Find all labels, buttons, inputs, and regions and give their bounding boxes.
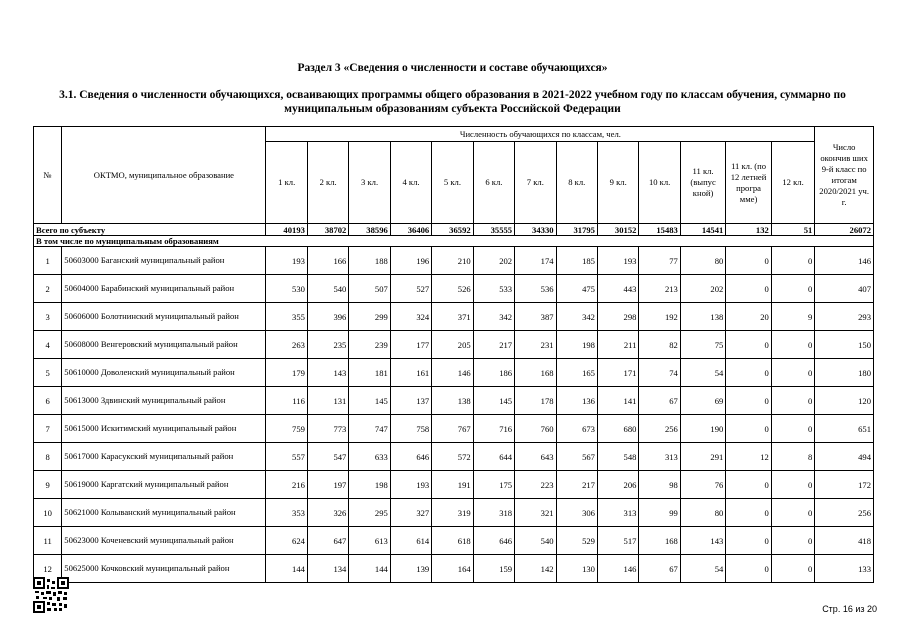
cell-value: 651 xyxy=(815,415,874,443)
class-header: 7 кл. xyxy=(515,142,556,224)
cell-value: 9 xyxy=(771,303,815,331)
total-value: 35555 xyxy=(473,224,514,236)
cell-value: 321 xyxy=(515,499,556,527)
cell-value: 767 xyxy=(432,415,473,443)
table-row xyxy=(34,527,874,555)
cell-value: 202 xyxy=(473,247,514,275)
cell-value: 355 xyxy=(266,303,307,331)
cell-value: 716 xyxy=(473,415,514,443)
table-row xyxy=(34,247,874,275)
cell-value: 644 xyxy=(473,443,514,471)
cell-value: 181 xyxy=(349,359,390,387)
cell-value: 633 xyxy=(349,443,390,471)
total-row xyxy=(34,224,874,236)
cell-value: 540 xyxy=(515,527,556,555)
table-row xyxy=(34,387,874,415)
cell-value: 613 xyxy=(349,527,390,555)
total-value: 14541 xyxy=(680,224,725,236)
municipality-name: 50613000 Здвинский муниципальный район xyxy=(62,387,266,415)
cell-value: 178 xyxy=(515,387,556,415)
cell-value: 0 xyxy=(771,555,815,583)
cell-value: 0 xyxy=(726,527,771,555)
cell-value: 624 xyxy=(266,527,307,555)
cell-value: 211 xyxy=(597,331,638,359)
cell-value: 530 xyxy=(266,275,307,303)
cell-value: 76 xyxy=(680,471,725,499)
cell-value: 0 xyxy=(726,387,771,415)
cell-value: 145 xyxy=(349,387,390,415)
cell-value: 134 xyxy=(307,555,348,583)
section-title: Раздел 3 «Сведения о численности и составе обучающихся» xyxy=(297,62,608,74)
cell-value: 80 xyxy=(680,499,725,527)
cell-value: 0 xyxy=(771,415,815,443)
cell-value: 548 xyxy=(597,443,638,471)
cell-value: 673 xyxy=(556,415,597,443)
cell-value: 342 xyxy=(473,303,514,331)
municipality-name: 50610000 Доволенский муниципальный район xyxy=(62,359,266,387)
total-value: 26072 xyxy=(815,224,874,236)
cell-value: 758 xyxy=(390,415,431,443)
cell-value: 133 xyxy=(815,555,874,583)
cell-value: 327 xyxy=(390,499,431,527)
table-row xyxy=(34,415,874,443)
cell-value: 646 xyxy=(390,443,431,471)
municipality-name: 50625000 Кочковский муниципальный район xyxy=(62,555,266,583)
cell-value: 190 xyxy=(680,415,725,443)
cell-value: 747 xyxy=(349,415,390,443)
row-number: 10 xyxy=(34,499,62,527)
cell-value: 0 xyxy=(771,499,815,527)
cell-value: 396 xyxy=(307,303,348,331)
cell-value: 0 xyxy=(726,359,771,387)
class-header: 5 кл. xyxy=(432,142,473,224)
cell-value: 0 xyxy=(771,527,815,555)
total-value: 36406 xyxy=(390,224,431,236)
cell-value: 75 xyxy=(680,331,725,359)
cell-value: 180 xyxy=(815,359,874,387)
cell-value: 210 xyxy=(432,247,473,275)
cell-value: 0 xyxy=(726,275,771,303)
cell-value: 527 xyxy=(390,275,431,303)
class-header: 8 кл. xyxy=(556,142,597,224)
total-value: 38596 xyxy=(349,224,390,236)
cell-value: 0 xyxy=(726,499,771,527)
class-header: 6 кл. xyxy=(473,142,514,224)
cell-value: 206 xyxy=(597,471,638,499)
cell-value: 324 xyxy=(390,303,431,331)
total-value: 40193 xyxy=(266,224,307,236)
class-header: 11 кл. (выпус кной) xyxy=(680,142,725,224)
cell-value: 150 xyxy=(815,331,874,359)
cell-value: 205 xyxy=(432,331,473,359)
row-number: 8 xyxy=(34,443,62,471)
cell-value: 144 xyxy=(266,555,307,583)
students-table xyxy=(33,126,874,583)
cell-value: 143 xyxy=(680,527,725,555)
municipality-name: 50621000 Колыванский муниципальный район xyxy=(62,499,266,527)
cell-value: 144 xyxy=(349,555,390,583)
cell-value: 572 xyxy=(432,443,473,471)
cell-value: 231 xyxy=(515,331,556,359)
table-row xyxy=(34,471,874,499)
class-header: 3 кл. xyxy=(349,142,390,224)
row-number: 3 xyxy=(34,303,62,331)
cell-value: 143 xyxy=(307,359,348,387)
cell-value: 0 xyxy=(771,275,815,303)
cell-value: 643 xyxy=(515,443,556,471)
cell-value: 217 xyxy=(556,471,597,499)
cell-value: 146 xyxy=(432,359,473,387)
table-body xyxy=(34,224,874,583)
cell-value: 177 xyxy=(390,331,431,359)
cell-value: 138 xyxy=(680,303,725,331)
col-name-header: ОКТМО, муниципальное образование xyxy=(62,127,266,224)
cell-value: 313 xyxy=(639,443,680,471)
cell-value: 353 xyxy=(266,499,307,527)
table-row xyxy=(34,555,874,583)
cell-value: 131 xyxy=(307,387,348,415)
subsection-title: 3.1. Сведения о численности обучающихся, осваивающих программы общего образования в 2021-2022 учебном году по классам обучения, суммарно по муниципальным образованиям субъекта Российской Федерации xyxy=(59,89,846,115)
cell-value: 517 xyxy=(597,527,638,555)
cell-value: 614 xyxy=(390,527,431,555)
row-number: 9 xyxy=(34,471,62,499)
cell-value: 680 xyxy=(597,415,638,443)
class-header: 9 кл. xyxy=(597,142,638,224)
table-row xyxy=(34,443,874,471)
cell-value: 138 xyxy=(432,387,473,415)
municipality-name: 50615000 Искитимский муниципальный район xyxy=(62,415,266,443)
cell-value: 407 xyxy=(815,275,874,303)
cell-value: 475 xyxy=(556,275,597,303)
cell-value: 141 xyxy=(597,387,638,415)
cell-value: 0 xyxy=(726,331,771,359)
cell-value: 306 xyxy=(556,499,597,527)
cell-value: 533 xyxy=(473,275,514,303)
cell-value: 198 xyxy=(556,331,597,359)
cell-value: 760 xyxy=(515,415,556,443)
page-number: Стр. 16 из 20 xyxy=(822,604,877,614)
cell-value: 443 xyxy=(597,275,638,303)
cell-value: 526 xyxy=(432,275,473,303)
cell-value: 256 xyxy=(639,415,680,443)
cell-value: 773 xyxy=(307,415,348,443)
cell-value: 507 xyxy=(349,275,390,303)
total-value: 36592 xyxy=(432,224,473,236)
cell-value: 136 xyxy=(556,387,597,415)
total-value: 30152 xyxy=(597,224,638,236)
municipality-name: 50619000 Каргатский муниципальный район xyxy=(62,471,266,499)
cell-value: 299 xyxy=(349,303,390,331)
row-number: 1 xyxy=(34,247,62,275)
cell-value: 82 xyxy=(639,331,680,359)
cell-value: 223 xyxy=(515,471,556,499)
class-header: 12 кл. xyxy=(771,142,815,224)
table-row xyxy=(34,359,874,387)
cell-value: 0 xyxy=(726,471,771,499)
cell-value: 213 xyxy=(639,275,680,303)
municipality-name: 50608000 Венгеровский муниципальный район xyxy=(62,331,266,359)
total-value: 31795 xyxy=(556,224,597,236)
cell-value: 0 xyxy=(771,387,815,415)
cell-value: 179 xyxy=(266,359,307,387)
cell-value: 239 xyxy=(349,331,390,359)
cell-value: 418 xyxy=(815,527,874,555)
col-graduates-header: Число окончив ших 9-й класс по итогам 2020/2021 уч. г. xyxy=(815,127,874,224)
subheader-row xyxy=(34,236,874,247)
cell-value: 547 xyxy=(307,443,348,471)
class-header: 10 кл. xyxy=(639,142,680,224)
cell-value: 12 xyxy=(726,443,771,471)
cell-value: 298 xyxy=(597,303,638,331)
table-row xyxy=(34,303,874,331)
cell-value: 193 xyxy=(266,247,307,275)
cell-value: 164 xyxy=(432,555,473,583)
cell-value: 77 xyxy=(639,247,680,275)
cell-value: 186 xyxy=(473,359,514,387)
cell-value: 0 xyxy=(771,471,815,499)
cell-value: 165 xyxy=(556,359,597,387)
cell-value: 80 xyxy=(680,247,725,275)
table-row xyxy=(34,331,874,359)
total-value: 15483 xyxy=(639,224,680,236)
cell-value: 536 xyxy=(515,275,556,303)
row-number: 7 xyxy=(34,415,62,443)
cell-value: 191 xyxy=(432,471,473,499)
cell-value: 540 xyxy=(307,275,348,303)
row-number: 4 xyxy=(34,331,62,359)
cell-value: 69 xyxy=(680,387,725,415)
cell-value: 193 xyxy=(597,247,638,275)
cell-value: 146 xyxy=(815,247,874,275)
cell-value: 54 xyxy=(680,359,725,387)
cell-value: 161 xyxy=(390,359,431,387)
municipality-name: 50606000 Болотнинский муниципальный район xyxy=(62,303,266,331)
cell-value: 168 xyxy=(639,527,680,555)
total-value: 51 xyxy=(771,224,815,236)
cell-value: 142 xyxy=(515,555,556,583)
cell-value: 168 xyxy=(515,359,556,387)
table-row xyxy=(34,499,874,527)
class-header: 11 кл. (по 12 летней програ мме) xyxy=(726,142,771,224)
cell-value: 256 xyxy=(815,499,874,527)
cell-value: 159 xyxy=(473,555,514,583)
cell-value: 567 xyxy=(556,443,597,471)
col-no-header: № xyxy=(34,127,62,224)
row-number: 2 xyxy=(34,275,62,303)
cell-value: 618 xyxy=(432,527,473,555)
cell-value: 647 xyxy=(307,527,348,555)
cell-value: 197 xyxy=(307,471,348,499)
cell-value: 171 xyxy=(597,359,638,387)
cell-value: 67 xyxy=(639,387,680,415)
cell-value: 192 xyxy=(639,303,680,331)
cell-value: 120 xyxy=(815,387,874,415)
cell-value: 342 xyxy=(556,303,597,331)
cell-value: 319 xyxy=(432,499,473,527)
cell-value: 67 xyxy=(639,555,680,583)
total-value: 38702 xyxy=(307,224,348,236)
cell-value: 145 xyxy=(473,387,514,415)
cell-value: 0 xyxy=(771,331,815,359)
cell-value: 20 xyxy=(726,303,771,331)
cell-value: 196 xyxy=(390,247,431,275)
cell-value: 193 xyxy=(390,471,431,499)
cell-value: 0 xyxy=(771,359,815,387)
cell-value: 166 xyxy=(307,247,348,275)
cell-value: 263 xyxy=(266,331,307,359)
row-number: 12 xyxy=(34,555,62,583)
cell-value: 387 xyxy=(515,303,556,331)
cell-value: 217 xyxy=(473,331,514,359)
cell-value: 99 xyxy=(639,499,680,527)
cell-value: 295 xyxy=(349,499,390,527)
municipality-name: 50623000 Коченевский муниципальный район xyxy=(62,527,266,555)
cell-value: 371 xyxy=(432,303,473,331)
cell-value: 198 xyxy=(349,471,390,499)
table-row xyxy=(34,275,874,303)
municipality-name: 50603000 Баганский муниципальный район xyxy=(62,247,266,275)
row-number: 11 xyxy=(34,527,62,555)
cell-value: 174 xyxy=(515,247,556,275)
cell-value: 202 xyxy=(680,275,725,303)
cell-value: 0 xyxy=(726,247,771,275)
class-header: 4 кл. xyxy=(390,142,431,224)
cell-value: 293 xyxy=(815,303,874,331)
cell-value: 235 xyxy=(307,331,348,359)
cell-value: 494 xyxy=(815,443,874,471)
cell-value: 175 xyxy=(473,471,514,499)
municipality-name: 50617000 Карасукский муниципальный район xyxy=(62,443,266,471)
row-number: 5 xyxy=(34,359,62,387)
cell-value: 0 xyxy=(771,247,815,275)
municipality-name: 50604000 Барабинский муниципальный район xyxy=(62,275,266,303)
cell-value: 137 xyxy=(390,387,431,415)
class-header: 2 кл. xyxy=(307,142,348,224)
cell-value: 326 xyxy=(307,499,348,527)
cell-value: 313 xyxy=(597,499,638,527)
row-number: 6 xyxy=(34,387,62,415)
cell-value: 188 xyxy=(349,247,390,275)
cell-value: 116 xyxy=(266,387,307,415)
class-header: 1 кл. xyxy=(266,142,307,224)
cell-value: 0 xyxy=(726,415,771,443)
cell-value: 54 xyxy=(680,555,725,583)
cell-value: 557 xyxy=(266,443,307,471)
cell-value: 139 xyxy=(390,555,431,583)
cell-value: 8 xyxy=(771,443,815,471)
total-value: 132 xyxy=(726,224,771,236)
total-label: Всего по субъекту xyxy=(34,224,266,236)
cell-value: 98 xyxy=(639,471,680,499)
cell-value: 759 xyxy=(266,415,307,443)
cell-value: 291 xyxy=(680,443,725,471)
cell-value: 146 xyxy=(597,555,638,583)
cell-value: 74 xyxy=(639,359,680,387)
cell-value: 529 xyxy=(556,527,597,555)
qr-code xyxy=(33,577,69,613)
subheader-label: В том числе по муниципальным образованиям xyxy=(34,236,874,247)
cell-value: 318 xyxy=(473,499,514,527)
cell-value: 646 xyxy=(473,527,514,555)
cell-value: 0 xyxy=(726,555,771,583)
cell-value: 185 xyxy=(556,247,597,275)
total-value: 34330 xyxy=(515,224,556,236)
group-header: Численность обучающихся по классам, чел. xyxy=(266,127,815,142)
cell-value: 130 xyxy=(556,555,597,583)
cell-value: 216 xyxy=(266,471,307,499)
cell-value: 172 xyxy=(815,471,874,499)
